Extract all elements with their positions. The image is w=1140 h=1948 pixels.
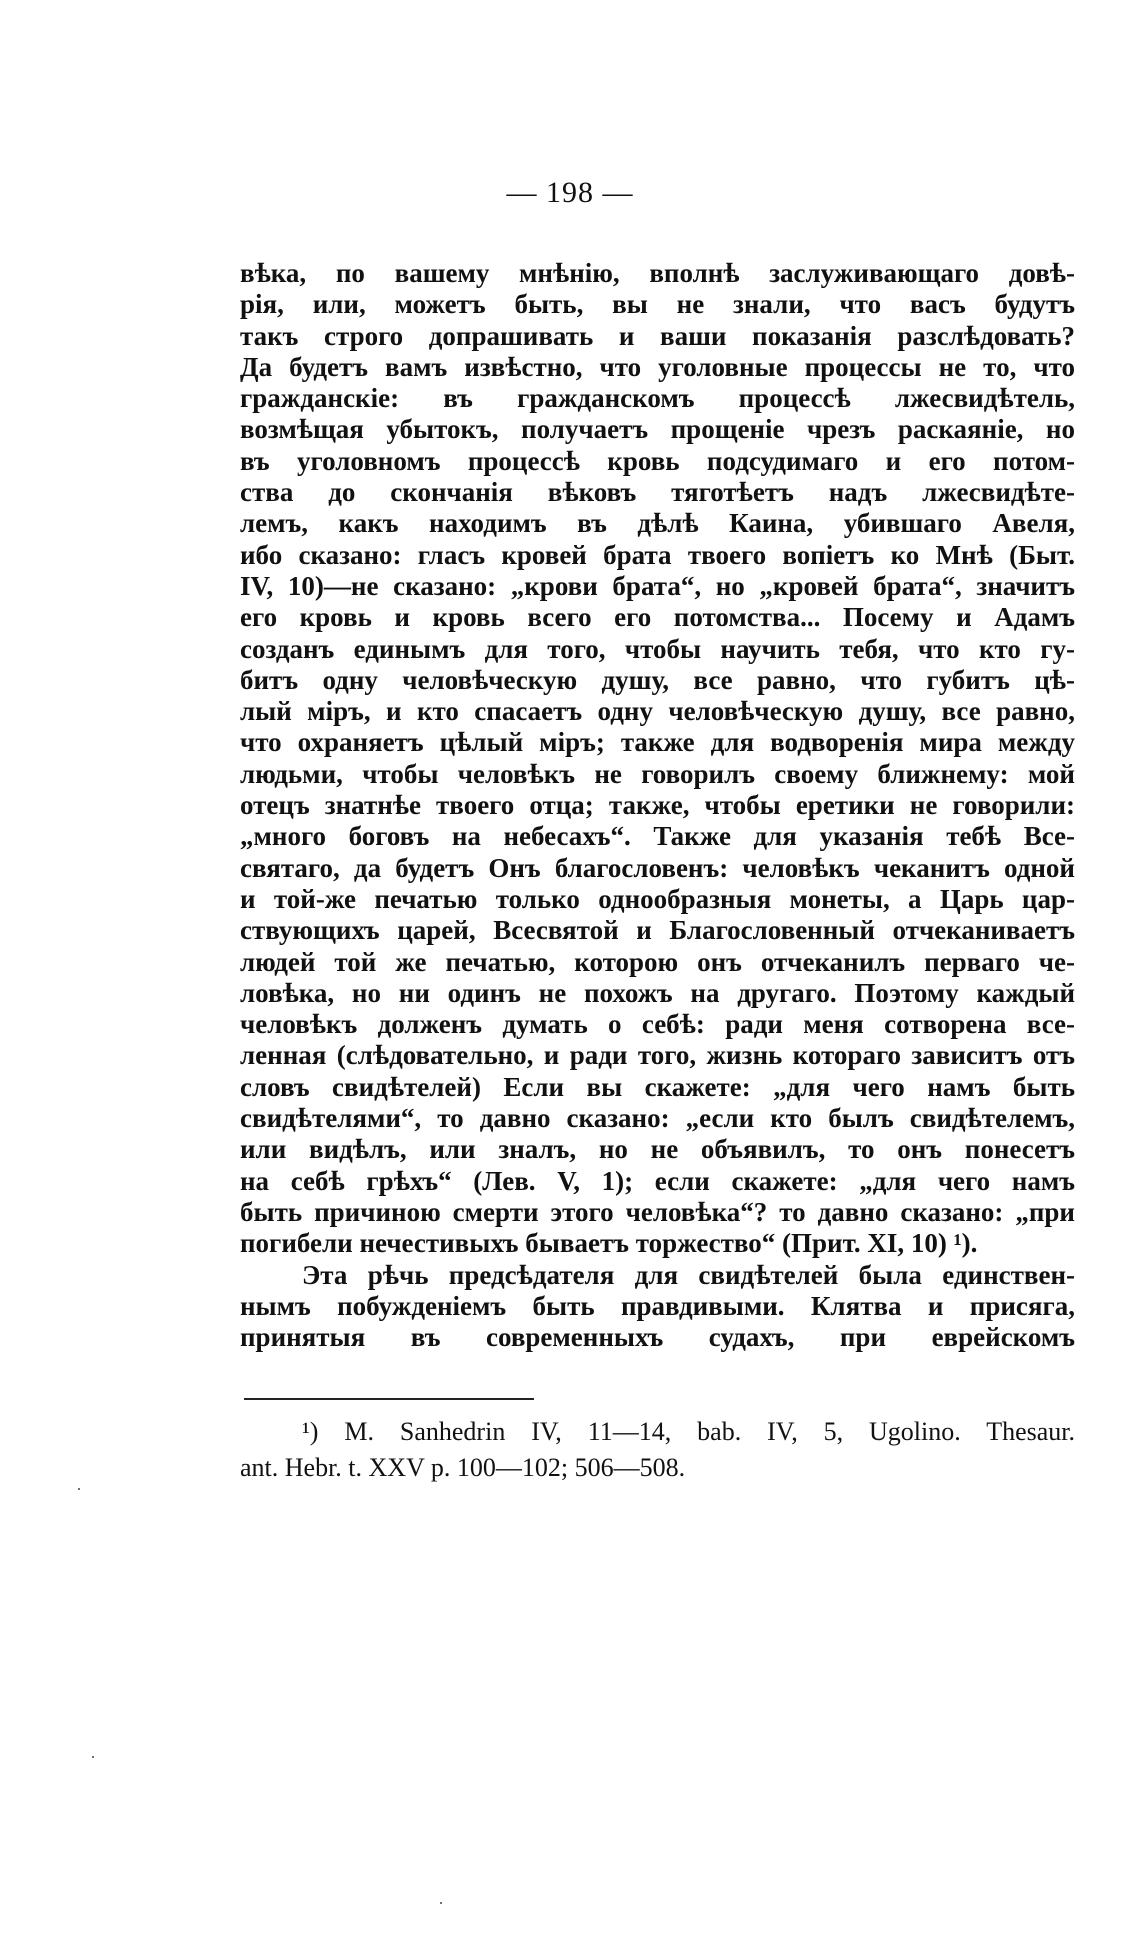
text-line: возмѣщая убытокъ, получаетъ прощеніе чрезъ раскаяніе, но [240, 414, 1075, 445]
text-line: ловѣка, но ни одинъ не похожъ на другаго. Поэтому каждый [240, 977, 1075, 1008]
scan-speck [92, 1756, 94, 1758]
page-number: — 198 — [506, 176, 634, 209]
text-line: ибо сказано: гласъ кровей брата твоего вопіетъ ко Мнѣ (Быт. [240, 539, 1075, 570]
text-line: IV, 10)—не сказано: „крови брата“, но „кровей брата“, значитъ [240, 570, 1075, 601]
text-line: его кровь и кровь всего его потомства... Посему и Адамъ [240, 602, 1075, 633]
text-line: созданъ единымъ для того, чтобы научить тебя, что кто гу- [240, 633, 1075, 664]
text-line: свидѣтелями“, то давно сказано: „если кто былъ свидѣтелемъ, [240, 1103, 1075, 1134]
text-line: и той-же печатью только однообразныя монеты, а Царь цар- [240, 883, 1075, 914]
text-line: святаго, да будетъ Онъ благословенъ: человѣкъ чеканитъ одной [240, 852, 1075, 883]
paragraph-line: нымъ побужденіемъ быть правдивыми. Клятва и присяга, [240, 1290, 1075, 1321]
text-line: рія, или, можетъ быть, вы не знали, что васъ будутъ [240, 289, 1075, 320]
text-line: ленная (слѣдовательно, и ради того, жизнь котораго зависитъ отъ [240, 1040, 1075, 1071]
scan-speck [78, 1488, 80, 1490]
text-line: погибели нечестивыхъ бываетъ торжество“ (Прит. XI, 10) ¹). [240, 1228, 978, 1259]
text-line: человѣкъ долженъ думать о себѣ: ради меня сотворена все- [240, 1009, 1075, 1040]
text-line: лемъ, какъ находимъ въ дѣлѣ Каина, убившаго Авеля, [240, 508, 1075, 539]
footnote [240, 1414, 1075, 1486]
paragraph-line: Эта рѣчь предсѣдателя для свидѣтелей была единствен- [302, 1259, 1075, 1290]
text-line: Да будетъ вамъ извѣстно, что уголовные процессы не то, что [240, 351, 1075, 382]
text-line: на себѣ грѣхъ“ (Лев. V, 1); если скажете: „для чего намъ [240, 1165, 1075, 1196]
text-line: „много боговъ на небесахъ“. Также для указанія тебѣ Все- [240, 821, 1075, 852]
text-line: или видѣлъ, или зналъ, но не объявилъ, то онъ понесетъ [240, 1134, 1075, 1165]
scan-speck [440, 1902, 442, 1904]
text-line: въ уголовномъ процессѣ кровь подсудимаго и его потом- [240, 445, 1075, 476]
text-line: ства до скончанія вѣковъ тяготѣетъ надъ лжесвидѣте- [240, 477, 1075, 508]
text-line: ствующихъ царей, Всесвятой и Благословенный отчеканиваетъ [240, 915, 1075, 946]
main-text [240, 258, 1075, 1353]
text-line: битъ одну человѣческую душу, все равно, что губитъ цѣ- [240, 664, 1075, 695]
text-line: такъ строго допрашивать и ваши показанія разслѣдовать? [240, 320, 1075, 351]
text-line: словъ свидѣтелей) Если вы скажете: „для чего намъ быть [240, 1071, 1075, 1102]
text-line: лый міръ, и кто спасаетъ одну человѣческую душу, все равно, [240, 696, 1075, 727]
text-line: что охраняетъ цѣлый міръ; также для водворенія мира между [240, 727, 1075, 758]
text-line: гражданскіе: въ гражданскомъ процессѣ лжесвидѣтель, [240, 383, 1075, 414]
footnote-line: ¹) M. Sanhedrin IV, 11—14, bab. IV, 5, Ugolino. Thesaur. [302, 1417, 1075, 1446]
text-line: быть причиною смерти этого человѣка“? то давно сказано: „при [240, 1196, 1075, 1227]
text-line: вѣка, по вашему мнѣнію, вполнѣ заслуживающаго довѣ- [240, 258, 1075, 288]
text-line: людьми, чтобы человѣкъ не говорилъ своему ближнему: мой [240, 758, 1075, 789]
footnote-divider [244, 1398, 534, 1400]
footnote-line: ant. Hebr. t. XXV p. 100—102; 506—508. [240, 1453, 686, 1482]
text-line: людей той же печатью, которою онъ отчеканилъ перваго че- [240, 946, 1075, 977]
text-line: отецъ знатнѣе твоего отца; также, чтобы еретики не говорили: [240, 790, 1075, 821]
paragraph-line: принятыя въ современныхъ судахъ, при еврейскомъ [240, 1322, 1075, 1353]
